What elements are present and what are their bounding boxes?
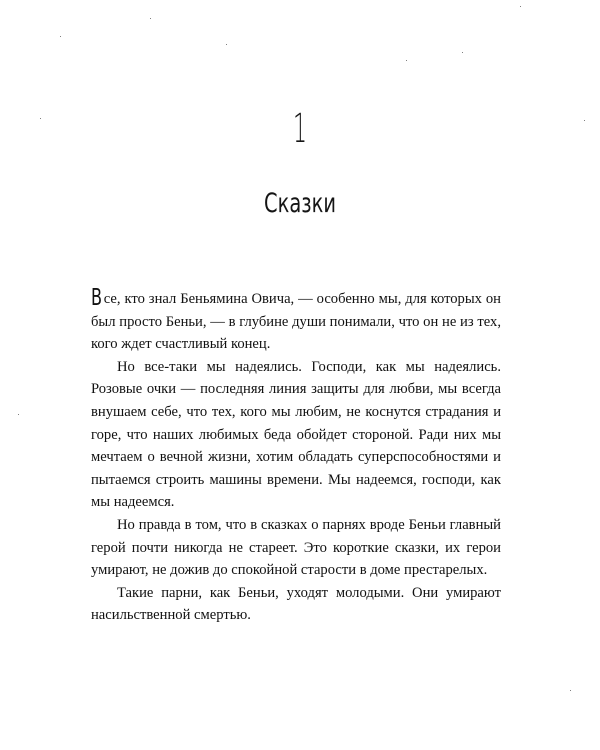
paragraph-1: Все, кто знал Беньямина Овича, — особенно мы, для которых он был просто Беньи, — в глубине души понимали, что он не из тех, кого ждет счастливый конец. [91, 285, 501, 353]
paper-speck [60, 36, 61, 37]
paper-speck [520, 6, 521, 7]
paragraph-3: Но правда в том, что в сказках о парнях вроде Беньи главный герой почти никогда не стареет. Это короткие сказки, их герои умирают, не дожив до спокойной старости в доме престарелых. [91, 516, 501, 579]
paragraph-4: Такие парни, как Беньи, уходят молодыми. Они умирают насильственной смертью. [91, 584, 501, 624]
chapter-body [91, 285, 501, 627]
chapter-number: 1 [292, 106, 307, 152]
paper-speck [584, 120, 585, 121]
paper-speck [570, 690, 571, 691]
paper-speck [406, 60, 407, 61]
paper-speck [40, 118, 41, 119]
chapter-title: Сказки [264, 188, 336, 219]
paper-speck [226, 44, 227, 45]
paragraph-2: Но все-таки мы надеялись. Господи, как мы надеялись. Розовые очки — последняя линия защиты для любви, мы всегда внушаем себе, что тех, кого мы любим, не коснутся страдания и горе, что наших любимых беда обойдет стороной. Ради них мы мечтаем о вечной жизни, хотим обладать суперспособностями и пытаемся строить машины времени. Мы надеемся, господи, как мы надеемся. [91, 358, 501, 511]
paper-speck [462, 52, 463, 53]
paragraph-1-text: се, кто знал Беньямина Овича, — особенно мы, для которых он был просто Беньи, — в глубине души понимали, что он не из тех, кого ждет счастливый конец. [91, 291, 501, 353]
paper-speck [150, 18, 151, 19]
paper-speck [18, 414, 19, 415]
